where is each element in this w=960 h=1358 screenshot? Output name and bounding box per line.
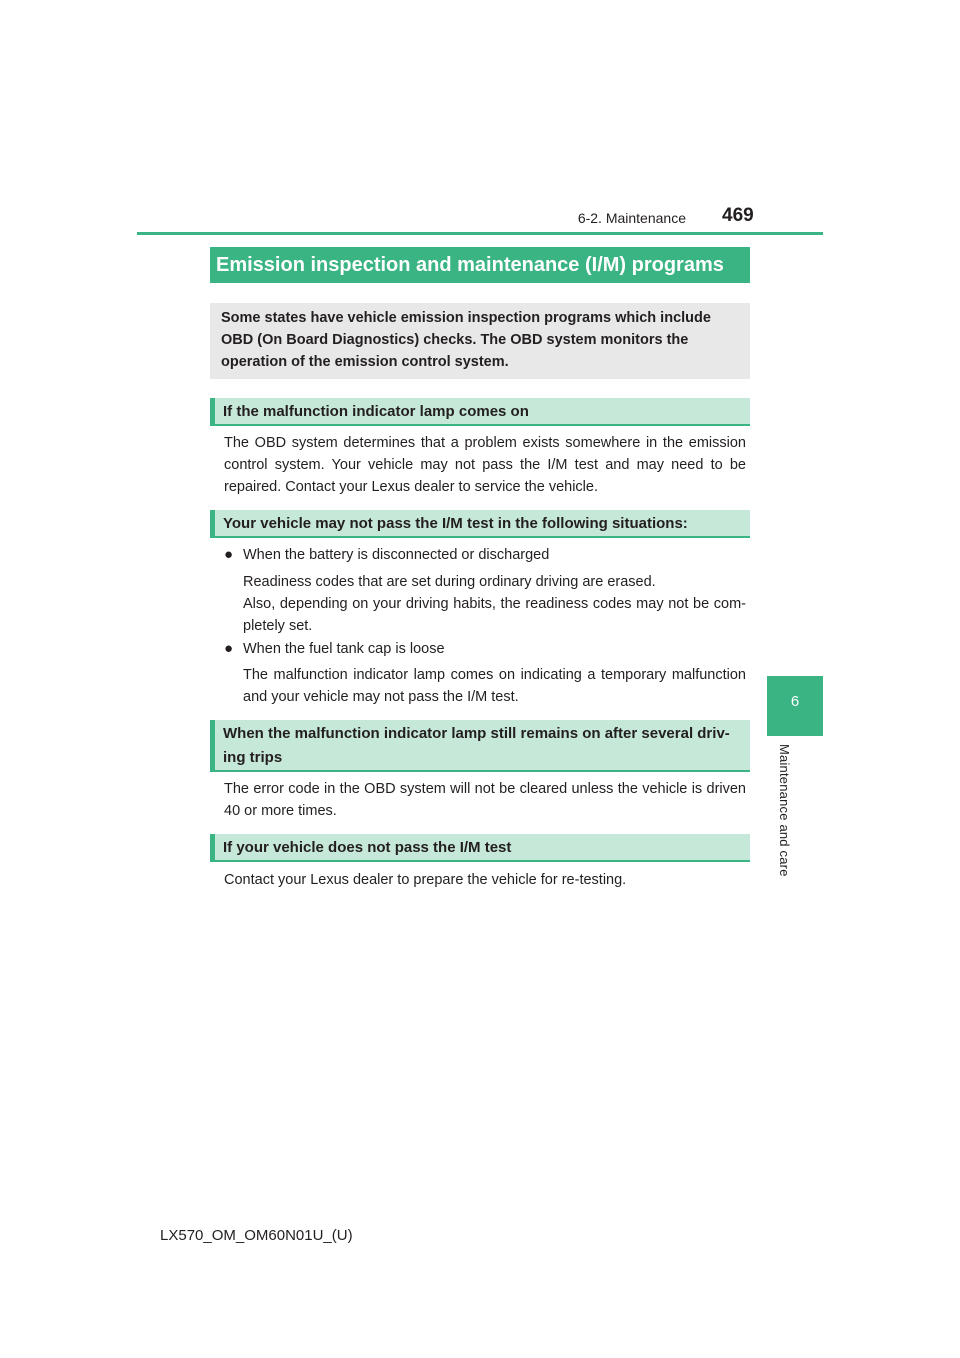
header-divider	[137, 232, 823, 235]
section-heading-still-on: When the malfunction indicator lamp still remains on after several driv-ing trips	[210, 720, 750, 772]
bullet-description: Also, depending on your driving habits, the readiness codes may not be com-pletely set.	[243, 596, 746, 634]
bullet-icon: ●	[224, 546, 234, 563]
chapter-label: Maintenance and care	[777, 744, 792, 877]
bullet-description: Readiness codes that are set during ordinary driving are erased.	[243, 574, 656, 590]
document-code: LX570_OM_OM60N01U_(U)	[160, 1227, 353, 1244]
bullet-icon: ●	[224, 640, 234, 657]
page-title: Emission inspection and maintenance (I/M) programs	[210, 247, 750, 283]
section-heading-lamp-on: If the malfunction indicator lamp comes on	[210, 398, 750, 426]
bullet-title: When the fuel tank cap is loose	[243, 641, 445, 657]
section-heading-situations: Your vehicle may not pass the I/M test in the following situations:	[210, 510, 750, 538]
page-number: 469	[722, 205, 754, 226]
section-body-still-on: The error code in the OBD system will not be cleared unless the vehicle is driven 40 or more times.	[224, 781, 746, 819]
intro-box: Some states have vehicle emission inspection programs which include OBD (On Board Diagnostics) checks. The OBD system monitors the operation of the emission control system.	[210, 303, 750, 379]
bullet-title: When the battery is disconnected or discharged	[243, 547, 550, 563]
chapter-tab: 6	[767, 676, 823, 736]
section-body-lamp-on: The OBD system determines that a problem exists somewhere in the emission control system. Your vehicle may not pass the I/M test and may need to be repaired. Contact your Lexus dealer to service the vehicle.	[224, 435, 746, 495]
section-title: 6-2. Maintenance	[577, 210, 686, 226]
section-heading-not-pass: If your vehicle does not pass the I/M test	[210, 834, 750, 862]
bullet-description: The malfunction indicator lamp comes on indicating a temporary malfunction and your vehicle may not pass the I/M test.	[243, 667, 746, 705]
section-body-not-pass: Contact your Lexus dealer to prepare the vehicle for re-testing.	[224, 872, 627, 888]
